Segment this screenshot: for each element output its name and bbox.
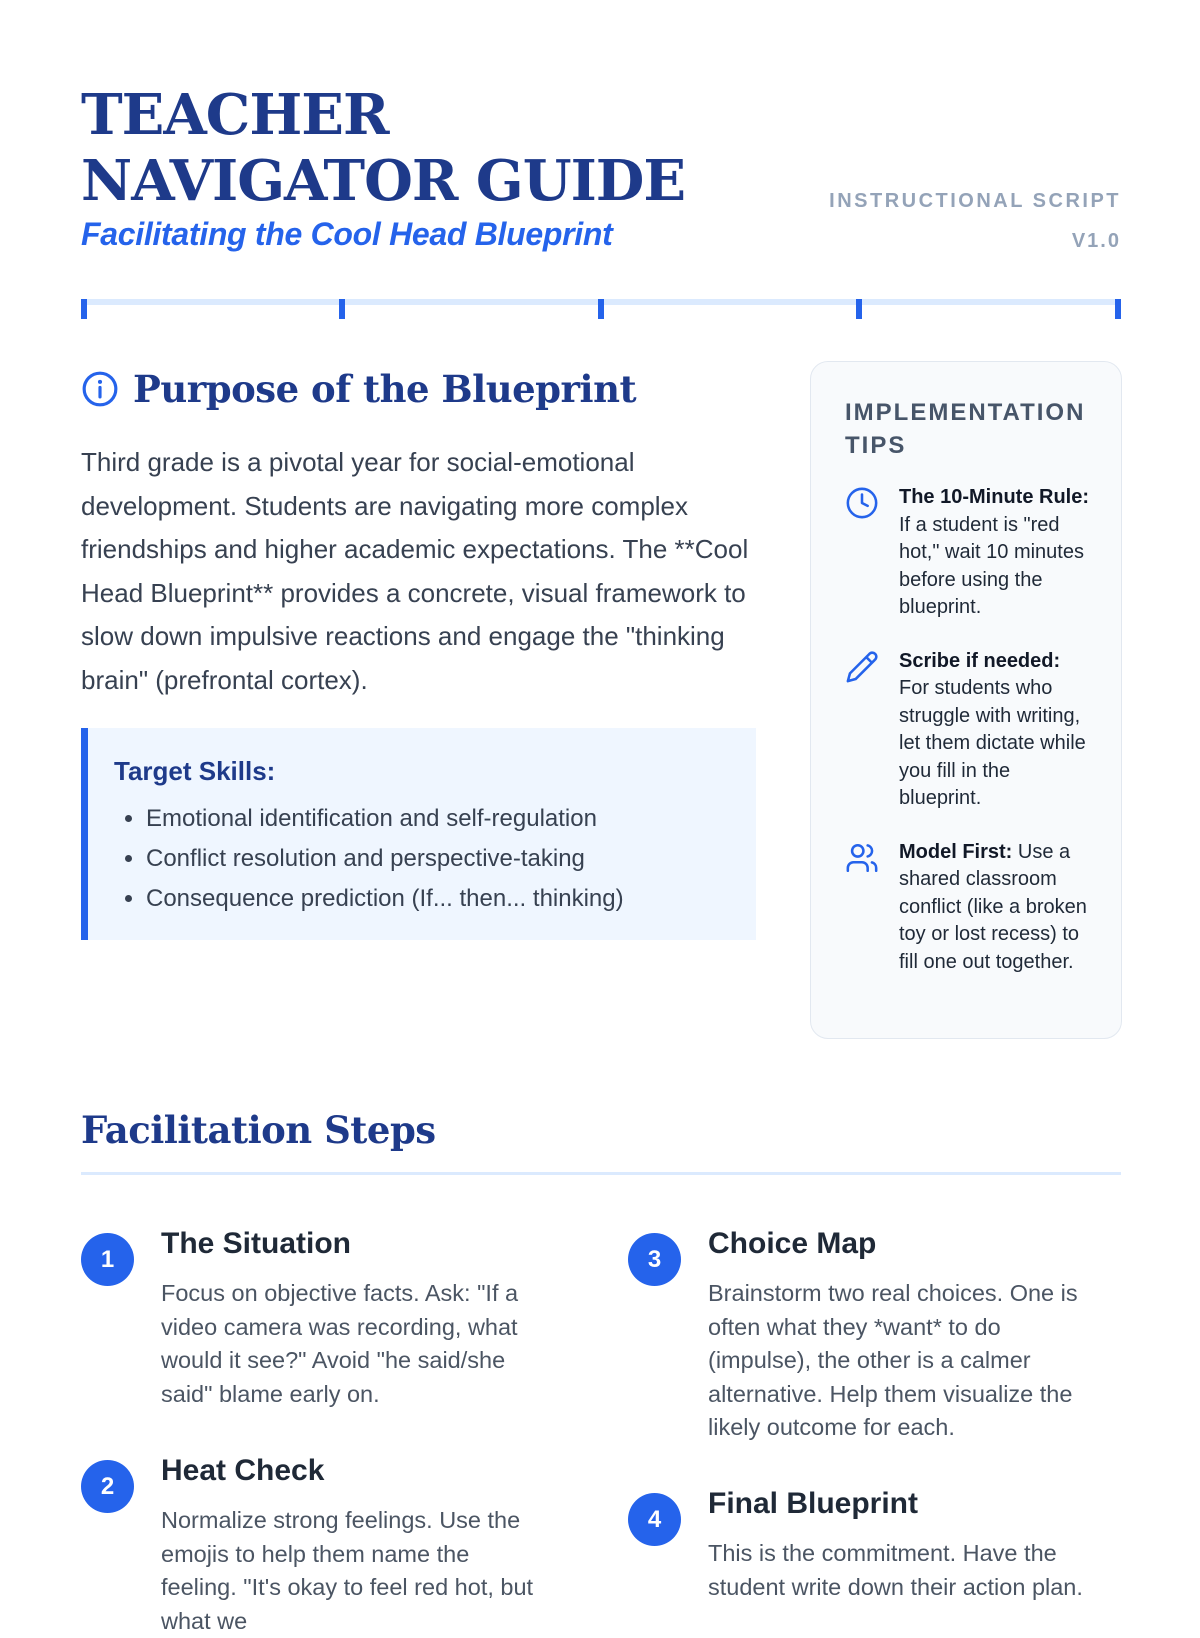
step-title: Choice Map	[708, 1227, 877, 1260]
step-body: Brainstorm two real choices. One is often what they *want* to do (impulse), the other is a calmer alternative. Help them visualize the likely outcome for each.	[708, 1280, 1078, 1440]
page-subtitle: Facilitating the Cool Head Blueprint	[81, 216, 613, 252]
tip-item	[845, 648, 1089, 813]
step-body: This is the commitment. Have the student write down their action plan.	[708, 1540, 1083, 1600]
step-body: Normalize strong feelings. Use the emojis to help them name the feeling. "It's okay to feel red hot, but what we	[161, 1507, 534, 1634]
tip-item	[845, 484, 1089, 622]
ruler-tick	[856, 299, 862, 319]
step-number-badge: 3	[628, 1233, 681, 1286]
tip-desc: If a student is "red hot," wait 10 minutes before using the blueprint.	[899, 513, 1084, 618]
purpose-body: Third grade is a pivotal year for social-emotional development. Students are navigating more complex friendships and higher academic expectations. The **Cool Head Blueprint** provides a concrete, visual framework to slow down impulsive reactions and engage the "thinking brain" (prefrontal cortex).	[81, 447, 749, 695]
step-title: Final Blueprint	[708, 1487, 918, 1520]
steps-divider	[81, 1172, 1121, 1175]
page-title: TEACHER NAVIGATOR GUIDE	[81, 82, 686, 214]
target-skills-list	[114, 799, 730, 919]
purpose-title: Purpose of the Blueprint	[133, 367, 637, 411]
implementation-tips-card	[810, 361, 1122, 1039]
step-title: Heat Check	[161, 1454, 325, 1487]
tips-title: IMPLEMENTATION TIPS	[845, 399, 1086, 459]
tip-text	[899, 839, 1089, 977]
ruler-tick	[339, 299, 345, 319]
clock-icon	[845, 486, 879, 520]
target-skills-box	[81, 728, 756, 940]
tip-desc: Use a shared classroom conflict (like a broken toy or lost recess) to fill one out together.	[899, 840, 1087, 973]
tip-text	[899, 484, 1089, 622]
tip-title: Model First:	[899, 840, 1013, 863]
tip-desc: For students who struggle with writing, let them dictate while you fill in the blueprint.	[899, 677, 1086, 809]
step-number-badge: 2	[81, 1460, 134, 1513]
tip-title: The 10-Minute Rule:	[899, 486, 1090, 508]
ruler-tick	[1115, 299, 1121, 319]
tip-title: Scribe if needed:	[899, 649, 1061, 672]
step-title: The Situation	[161, 1227, 351, 1260]
doc-version-label: V1.0	[1071, 230, 1121, 252]
ruler-tick	[81, 299, 87, 319]
pencil-icon	[845, 650, 879, 684]
list-item: • Emotional identification and self-regulation	[146, 799, 730, 839]
step-number-badge: 1	[81, 1233, 134, 1286]
doc-type-label: INSTRUCTIONAL SCRIPT	[829, 190, 1121, 212]
step-number-badge: 4	[628, 1493, 681, 1546]
purpose-header	[81, 364, 636, 414]
ruler-tick	[598, 299, 604, 319]
info-circle-icon	[81, 370, 119, 408]
tip-text	[899, 648, 1089, 813]
document-page	[81, 0, 1121, 1634]
header-ruler	[81, 299, 1121, 321]
list-item: • Consequence prediction (If... then... thinking)	[146, 879, 730, 919]
target-skills-title: Target Skills:	[114, 756, 276, 786]
steps-title: Facilitation Steps	[81, 1108, 436, 1152]
step-body: Focus on objective facts. Ask: "If a video camera was recording, what would it see?" Avoid "he said/she said" blame early on.	[161, 1280, 519, 1407]
tip-item	[845, 839, 1089, 977]
users-icon	[845, 841, 879, 875]
list-item: • Conflict resolution and perspective-taking	[146, 839, 730, 879]
